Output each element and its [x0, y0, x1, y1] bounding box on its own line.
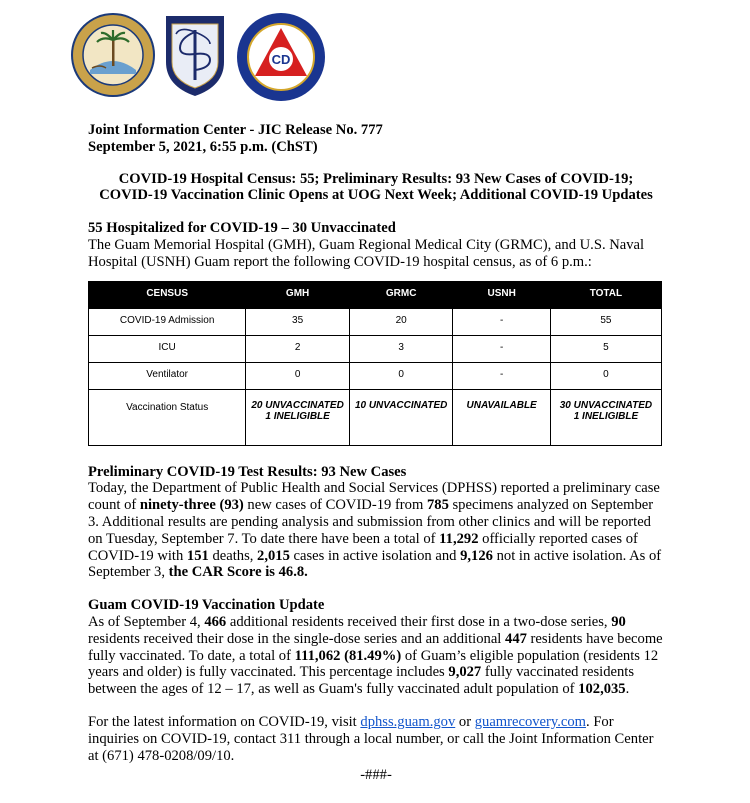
tests-paragraph: Today, the Department of Public Health and Social Services (DPHSS) reported a preliminary case count of ninety-three (93) new cases of COVID-19 from 785 specimens analyzed on September 3. Additional results are pending analysis and submission from other clinics and will be reported on Tuesday, September 7. To date there have been a total of 11,292 officially reported cases of COVID-19 with 151 deaths, 2,015 cases in active isolation and 9,126 not in active isolation. As of September 3, the CAR Score is 46.8.	[88, 480, 662, 581]
svg-text:CD: CD	[271, 52, 291, 67]
cell-grmc: 10 UNVACCINATED	[349, 389, 453, 445]
census-table	[88, 281, 662, 446]
footer-paragraph: For the latest information on COVID-19, visit dphss.guam.gov or guamrecovery.com. For inquiries on COVID-19, contact 311 through a local number, or call the Joint Information Center at (671) 478-0208/09/10.	[88, 713, 654, 764]
col-header-total: TOTAL	[550, 281, 661, 308]
headline-line-1: COVID-19 Hospital Census: 55; Preliminary Results: 93 New Cases of COVID-19;	[118, 170, 634, 187]
col-header-gmh: GMH	[246, 281, 350, 308]
gmh-unvaccinated: 20 UNVACCINATED	[251, 399, 344, 411]
total-unvaccinated: 30 UNVACCINATED	[559, 399, 653, 411]
row-label: Ventilator	[89, 362, 246, 389]
row-label: ICU	[89, 335, 246, 362]
headline	[88, 171, 664, 205]
cell-total: 0	[550, 362, 661, 389]
guamrecovery-link[interactable]: guamrecovery.com	[474, 713, 587, 730]
end-marker: -###-	[360, 767, 392, 784]
col-header-usnh: USNH	[453, 281, 550, 308]
vaccination-paragraph: As of September 4, 466 additional residents received their first dose in a two-dose series, 90 residents received their dose in the single-dose series and an additional 447 residents have become fully vaccinated. To date, a total of 111,062 (81.49%) of Guam’s eligible population (residents 12 years and older) is fully vaccinated. This percentage includes 9,027 fully vaccinated residents between the ages of 12 – 17, as well as Guam's fully vaccinated adult population of 102,035.	[88, 613, 663, 698]
vaccination-section-title: Guam COVID-19 Vaccination Update	[88, 597, 325, 614]
cell-gmh	[246, 389, 350, 445]
release-number: Joint Information Center - JIC Release No. 777	[88, 122, 383, 138]
cell-usnh: UNAVAILABLE	[453, 389, 550, 445]
row-label: COVID-19 Admission	[89, 308, 246, 335]
cell-grmc: 20	[349, 308, 453, 335]
table-row	[89, 362, 662, 389]
table-row	[89, 335, 662, 362]
table-row-vaccination	[89, 389, 662, 445]
cell-total: 55	[550, 308, 661, 335]
census-table-header	[89, 281, 662, 308]
cell-usnh: -	[453, 335, 550, 362]
cell-grmc: 0	[349, 362, 453, 389]
dphss-link[interactable]: dphss.guam.gov	[360, 713, 456, 730]
cell-usnh: -	[453, 362, 550, 389]
gmh-ineligible: 1 INELIGIBLE	[265, 410, 330, 422]
release-date: September 5, 2021, 6:55 p.m. (ChST)	[88, 138, 318, 155]
cell-gmh: 35	[246, 308, 350, 335]
cell-total	[550, 389, 661, 445]
table-row	[89, 308, 662, 335]
total-ineligible: 1 INELIGIBLE	[573, 410, 639, 422]
hospital-section-title: 55 Hospitalized for COVID-19 – 30 Unvaccinated	[88, 220, 396, 237]
cell-total: 5	[550, 335, 661, 362]
col-header-census: CENSUS	[89, 281, 246, 308]
cell-gmh: 2	[246, 335, 350, 362]
public-health-seal-icon	[162, 12, 228, 98]
press-release	[88, 122, 664, 784]
cell-grmc: 3	[349, 335, 453, 362]
tests-section-title: Preliminary COVID-19 Test Results: 93 New Cases	[88, 463, 407, 480]
civil-defense-seal-icon	[236, 12, 326, 102]
col-header-grmc: GRMC	[349, 281, 453, 308]
row-label: Vaccination Status	[89, 389, 246, 445]
cell-usnh: -	[453, 308, 550, 335]
cell-gmh: 0	[246, 362, 350, 389]
headline-line-2: COVID-19 Vaccination Clinic Opens at UOG Next Week; Additional COVID-19 Updates	[99, 187, 653, 204]
hospital-intro: The Guam Memorial Hospital (GMH), Guam Regional Medical City (GRMC), and U.S. Naval Hospital (USNH) Guam report the following COVID-19 hospital census, as of 6 p.m.:	[88, 236, 645, 270]
governors-seal-icon	[70, 12, 156, 98]
